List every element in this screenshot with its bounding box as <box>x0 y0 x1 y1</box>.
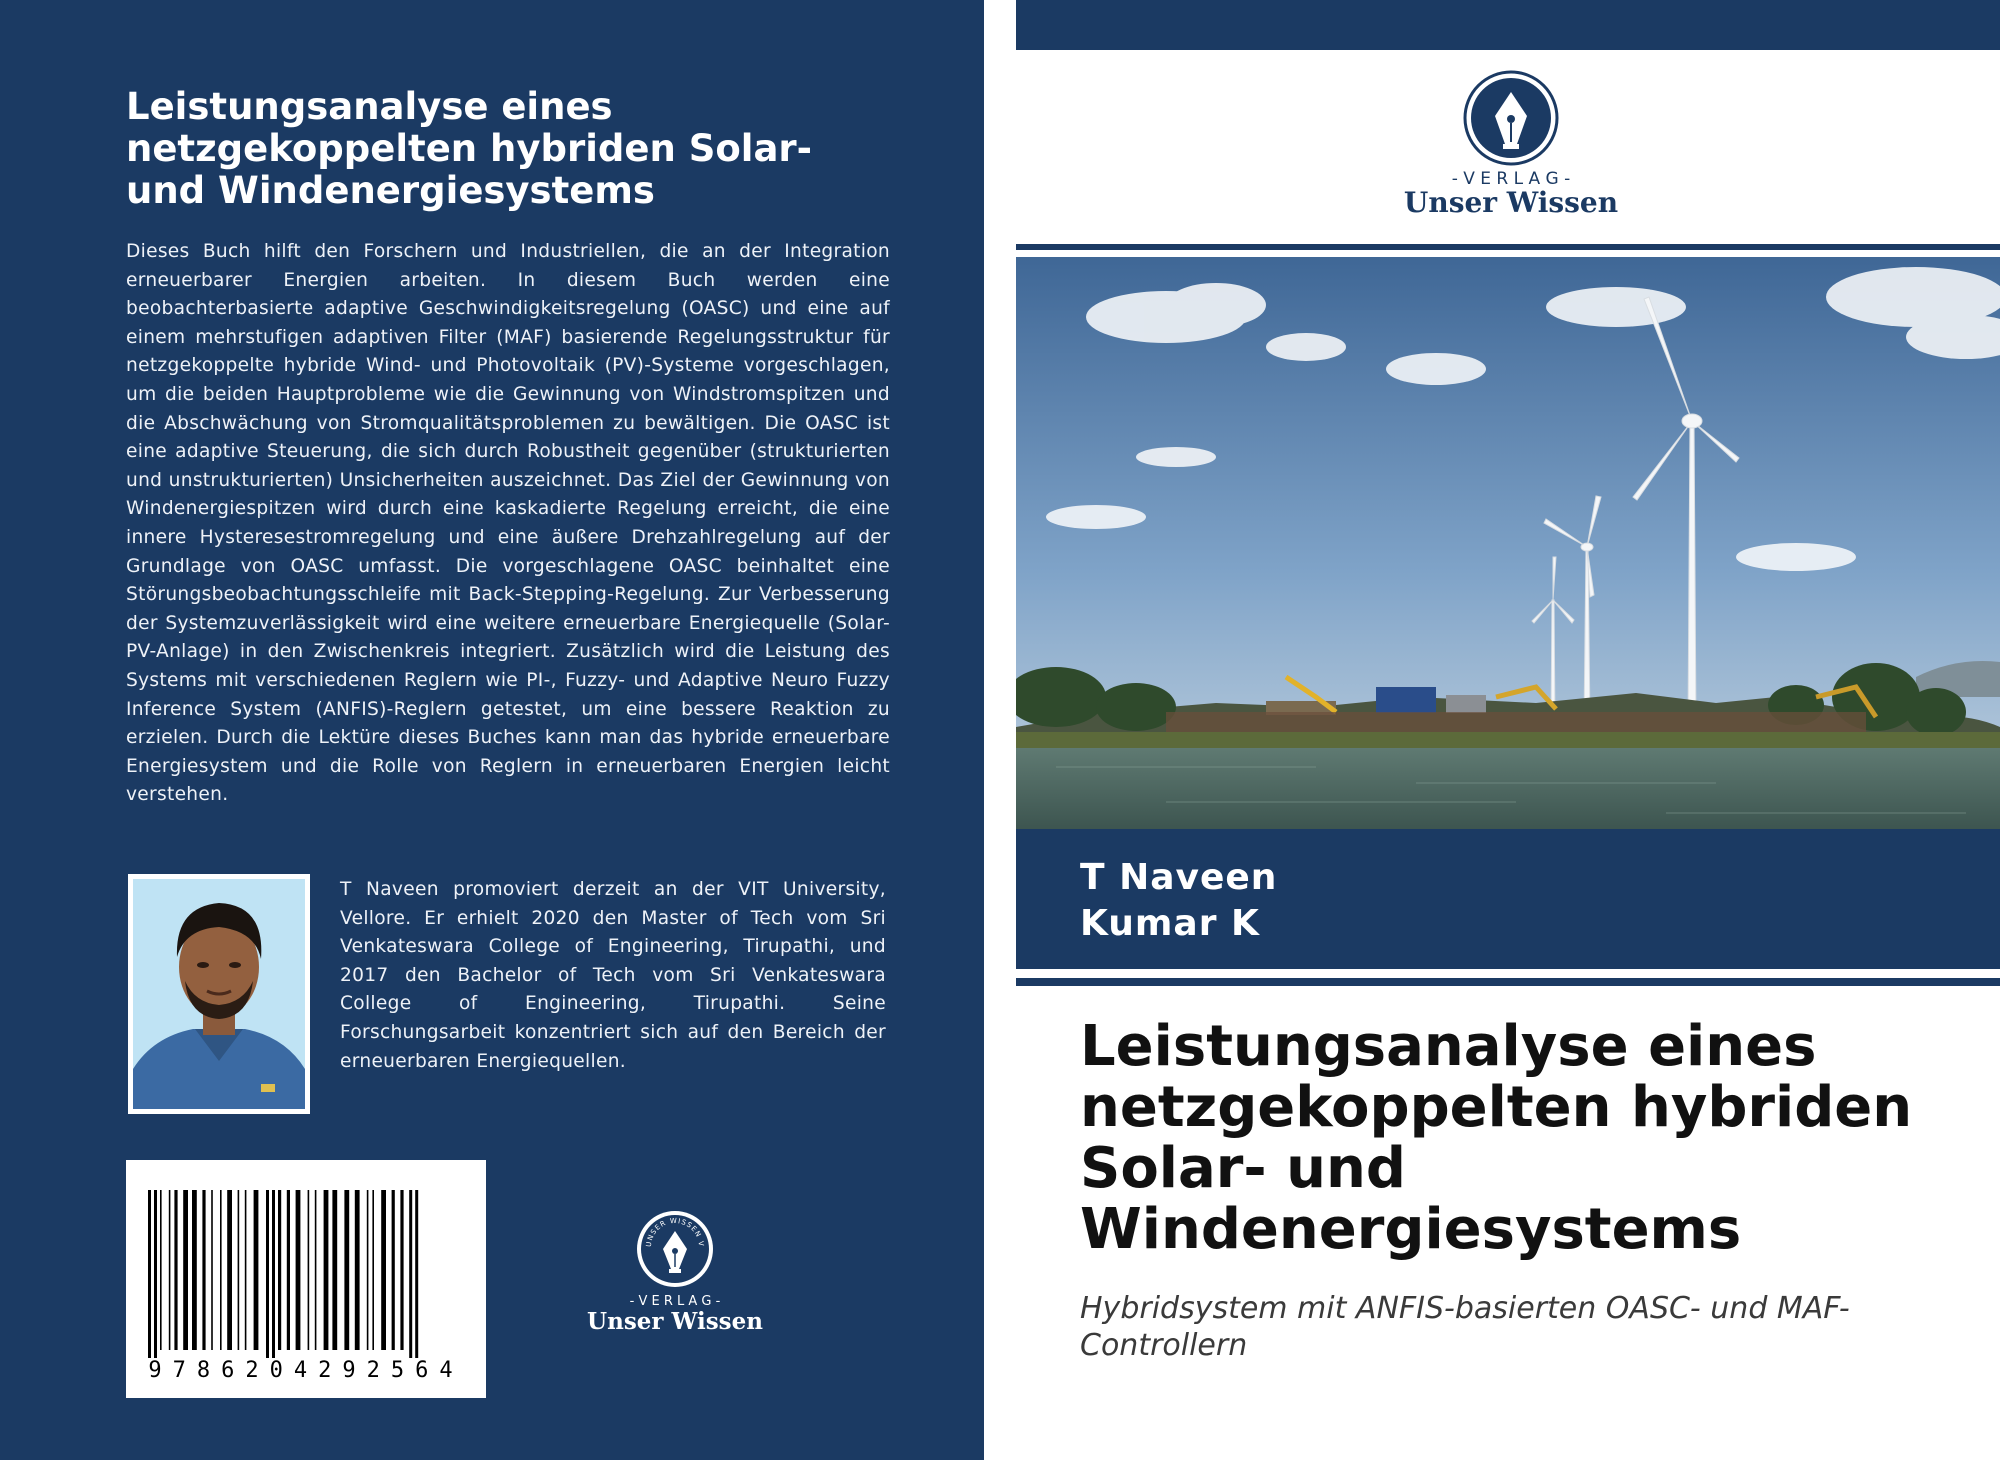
barcode-bar <box>308 1190 310 1350</box>
back-publisher-logo <box>575 1205 775 1335</box>
front-publisher-logo <box>1376 70 1646 230</box>
back-cover <box>0 0 984 1460</box>
authors-band <box>1016 829 2000 969</box>
barcode-bar <box>148 1190 151 1358</box>
author-photo <box>133 879 305 1109</box>
barcode-bar <box>160 1190 162 1350</box>
barcode-bar <box>392 1190 395 1350</box>
barcode-bar <box>355 1190 360 1350</box>
barcode-bar <box>192 1190 197 1350</box>
back-logo-ring-text: UNSER WISSEN V <box>644 1216 706 1248</box>
back-cover-title: Leistungsanalyse eines netzgekoppelten hybriden Solar- und Windenergiesystems <box>126 85 813 212</box>
barcode-bar <box>238 1190 240 1350</box>
back-logo-name: Unser Wissen <box>587 1308 763 1335</box>
barcode-bar <box>315 1190 317 1350</box>
barcode-bar <box>344 1190 349 1350</box>
author-name-2: Kumar K <box>1080 903 1260 944</box>
barcode-bar <box>296 1190 301 1350</box>
barcode-bar <box>254 1190 259 1350</box>
barcode-bar <box>400 1190 403 1350</box>
barcode-bar <box>415 1190 418 1358</box>
barcode-bar <box>372 1190 374 1350</box>
barcode-bar <box>245 1190 247 1350</box>
barcode-bar <box>367 1190 369 1350</box>
barcode-bar <box>227 1190 232 1350</box>
barcode-bar <box>154 1190 157 1358</box>
barcode-bars <box>126 1160 486 1360</box>
front-top-bar <box>1016 0 2000 50</box>
front-cover <box>1016 0 2000 1460</box>
wind-turbine-photo <box>1016 257 2000 829</box>
barcode <box>126 1160 486 1398</box>
barcode-bar <box>220 1190 222 1350</box>
isbn-number: 9786204292564 <box>148 1358 464 1383</box>
barcode-bar <box>202 1190 205 1350</box>
barcode-bar <box>278 1190 281 1350</box>
back-logo-verlag: - V E R L A G - <box>629 1294 721 1309</box>
barcode-bar <box>287 1190 290 1350</box>
front-divider-top <box>1016 244 2000 250</box>
author-bio: T Naveen promoviert derzeit an der VIT University, Vellore. Er erhielt 2020 den Master of Tech vom Sri Venkateswara College of Engineering, Tirupathi, und 2017 den Bachelor of Tech vom Sri Venkateswara College of Engineering, Tirupathi. Seine Forschungsarbeit konzentriert sich auf den Bereich der erneuerbaren Energiequellen. <box>340 879 886 1072</box>
barcode-bar <box>332 1190 337 1350</box>
barcode-bar <box>266 1190 269 1358</box>
spine-gap <box>984 0 1016 1460</box>
barcode-bar <box>183 1190 188 1350</box>
back-cover-description: Dieses Buch hilft den Forschern und Industriellen, die an der Integration erneuerbarer Energien arbeiten. In diesem Buch werden eine beobachterbasierte adaptive Geschwindigkeitsregelung (OASC) und eine auf einem mehrstufigen adaptiven Filter (MAF) basierende Regelungsstruktur für netzgekoppelte hybride Wind- und Photovoltaik (PV)-Systeme vorgeschlagen, um die beiden Hauptprobleme wie die Gewinnung von Windstromspitzen und die Abschwächung von Stromqualitätsproblemen zu bewältigen. Die OASC ist eine adaptive Steuerung, die sich durch Robustheit gegenüber (strukturierten und unstrukturierten) Unsicherheiten auszeichnet. Das Ziel der Gewinnung von Windenergiespitzen wird durch eine kaskadierte Regelung erreicht, die eine innere Hysteresestromregelung und eine äußere Drehzahlregelung auf der Grundlage von OASC umfasst. Die vorgeschlagene OASC beinhaltet eine Störungsbeobachtungsschleife mit Back-Stepping-Regelung. Zur Verbesserung der Systemzuverlässigkeit wird eine weitere erneuerbare Energiequelle (Solar-PV-Anlage) in den Zwischenkreis integriert. Zusätzlich wird die Leistung des Systems mit verschiedenen Reglern wie PI-, Fuzzy- und Adaptive Neuro Fuzzy Inference System (ANFIS)-Reglern getestet, um eine bessere Reaktion zu erzielen. Durch die Lektüre dieses Buches kann man das hybride erneuerbare Energiesystem und die Rolle von Reglern in erneuerbaren Energien leicht verstehen. <box>126 241 890 806</box>
barcode-bar <box>211 1190 213 1350</box>
barcode-bar <box>169 1190 171 1350</box>
author-name-1: T Naveen <box>1080 857 1278 898</box>
front-logo-verlag: - V E R L A G - <box>1451 169 1571 189</box>
barcode-bar <box>174 1190 177 1350</box>
barcode-bar <box>409 1190 412 1358</box>
front-cover-title: Leistungsanalyse eines netzgekoppelten hybriden Solar- und Windenergiesystems <box>1080 1014 1913 1262</box>
front-divider-bottom <box>1016 978 2000 986</box>
front-cover-subtitle: Hybridsystem mit ANFIS-basierten OASC- und MAF-Controllern <box>1080 1291 1850 1363</box>
front-logo-name: Unser Wissen <box>1403 186 1619 219</box>
author-photo-frame <box>128 874 310 1114</box>
barcode-bar <box>381 1190 386 1350</box>
barcode-bar <box>324 1190 329 1350</box>
barcode-bar <box>272 1190 275 1358</box>
